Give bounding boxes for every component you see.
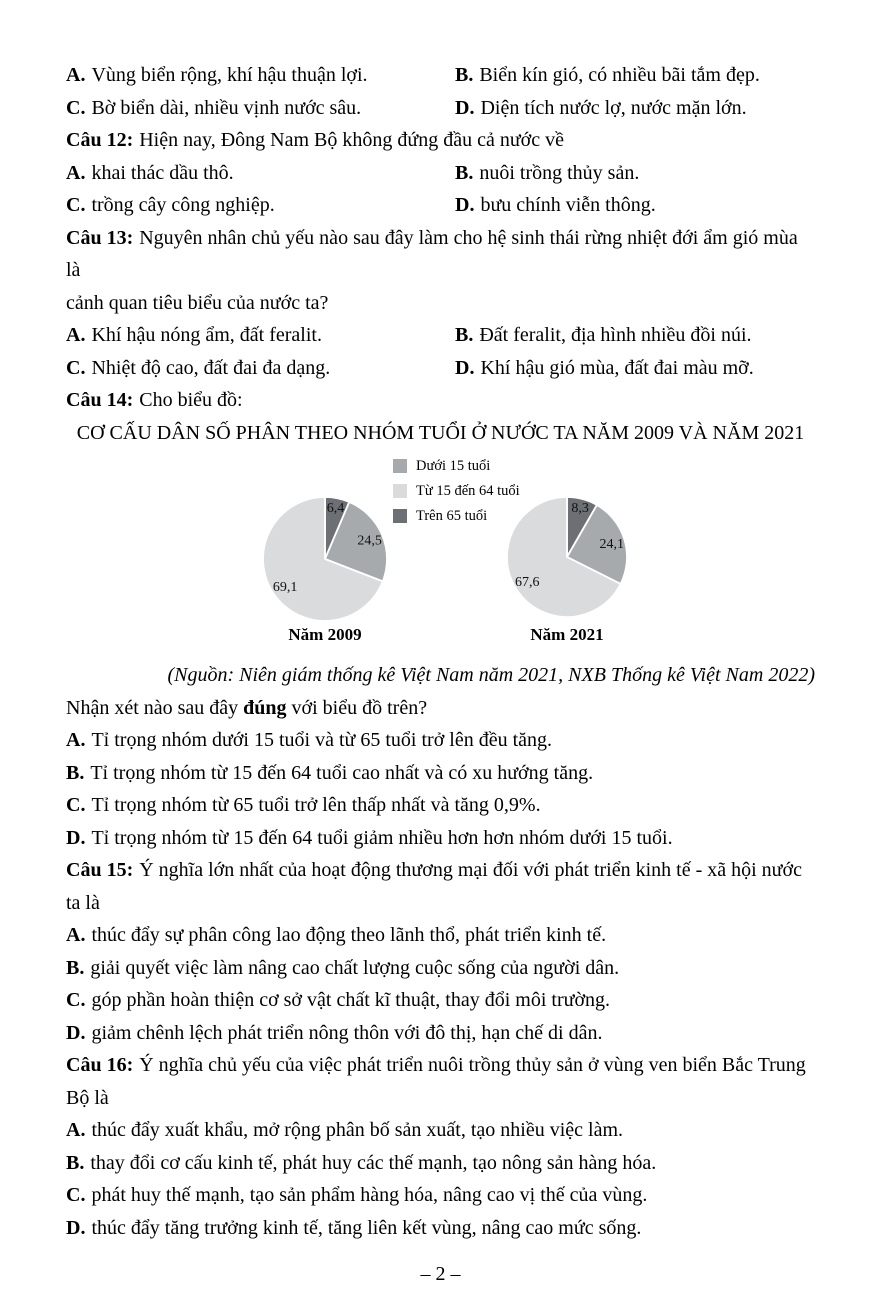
- q11-options-row-1: [66, 59, 815, 92]
- option-text: Tỉ trọng nhóm từ 15 đến 64 tuổi cao nhất và có xu hướng tăng.: [90, 761, 594, 784]
- option-label: D.: [66, 826, 86, 849]
- q16-option-a: [66, 1114, 815, 1147]
- option-text: Tỉ trọng nhóm dưới 15 tuổi và từ 65 tuổi trở lên đều tăng.: [91, 729, 553, 751]
- option-label: A.: [66, 161, 86, 184]
- q15-option-c: [66, 984, 815, 1017]
- q14-option-b: [66, 757, 815, 790]
- pie-caption-2021: Năm 2021: [530, 625, 604, 644]
- option-label: B.: [455, 324, 474, 346]
- option-text: Bờ biển dài, nhiều vịnh nước sâu.: [91, 96, 362, 119]
- q14-option-a: [66, 724, 815, 757]
- option-label: D.: [455, 194, 475, 216]
- question-number: Câu 14:: [66, 389, 134, 411]
- option-text: thay đổi cơ cấu kinh tế, phát huy các thế mạnh, tạo nông sản hàng hóa.: [90, 1151, 657, 1174]
- option-c: [66, 352, 455, 385]
- q12-options-row-1: [66, 157, 815, 190]
- option-text: Tỉ trọng nhóm từ 15 đến 64 tuổi giảm nhiều hơn hơn nhóm dưới 15 tuổi.: [91, 826, 673, 849]
- option-text: bưu chính viễn thông.: [480, 194, 656, 216]
- pie-chart-2021: [497, 487, 637, 627]
- q14-option-d: [66, 822, 815, 855]
- pie-slice-value: 69,1: [272, 579, 298, 595]
- question-text: Ý nghĩa chủ yếu của việc phát triển nuôi trồng thủy sản ở vùng ven biển Bắc Trung Bộ là: [66, 1054, 806, 1109]
- option-label: C.: [66, 356, 86, 379]
- option-label: B.: [66, 761, 85, 784]
- question-text-pre: Nhận xét nào sau đây: [66, 696, 244, 719]
- option-text: thúc đẩy xuất khẩu, mở rộng phân bố sản xuất, tạo nhiều việc làm.: [91, 1119, 624, 1141]
- q16-option-b: [66, 1147, 815, 1180]
- option-a: [66, 59, 455, 92]
- question-text-post: với biểu đồ trên?: [286, 696, 428, 719]
- legend-swatch-under-15: [393, 459, 407, 473]
- q16-option-d: [66, 1212, 815, 1245]
- option-text: Khí hậu nóng ẩm, đất feralit.: [91, 324, 322, 346]
- option-label: D.: [455, 356, 475, 379]
- question-text: Cho biểu đồ:: [139, 389, 243, 411]
- page-content: [66, 59, 815, 1291]
- q15-option-d: [66, 1017, 815, 1050]
- legend-label: Dưới 15 tuổi: [416, 458, 491, 474]
- option-text: trồng cây công nghiệp.: [91, 194, 275, 216]
- question-16: [66, 1049, 815, 1114]
- option-b: [455, 59, 815, 92]
- q13-options-row-1: [66, 319, 815, 352]
- question-number: Câu 16:: [66, 1054, 134, 1076]
- option-label: A.: [66, 729, 86, 751]
- option-label: D.: [66, 1021, 86, 1044]
- option-text: giảm chênh lệch phát triển nông thôn với đô thị, hạn chế di dân.: [91, 1021, 603, 1044]
- population-structure-chart: [66, 449, 815, 659]
- option-text: Diện tích nước lợ, nước mặn lớn.: [480, 96, 747, 119]
- option-text: góp phần hoàn thiện cơ sở vật chất kĩ thuật, thay đổi môi trường.: [91, 989, 611, 1011]
- question-number: Câu 15:: [66, 859, 134, 881]
- option-label: C.: [66, 794, 86, 816]
- option-b: [455, 157, 815, 190]
- option-a: [66, 319, 455, 352]
- option-label: A.: [66, 324, 86, 346]
- option-label: A.: [66, 1119, 86, 1141]
- pie-caption-2009: Năm 2009: [288, 625, 362, 644]
- q16-option-c: [66, 1179, 815, 1212]
- q14-question-line: [66, 692, 815, 725]
- option-c: [66, 92, 455, 125]
- option-text: Khí hậu gió mùa, đất đai màu mỡ.: [480, 356, 754, 379]
- option-text: phát huy thế mạnh, tạo sản phẩm hàng hóa, nâng cao vị thế của vùng.: [91, 1184, 648, 1206]
- option-d: [455, 92, 815, 125]
- q15-option-a: [66, 919, 815, 952]
- q15-option-b: [66, 952, 815, 985]
- option-text: Nhiệt độ cao, đất đai đa dạng.: [91, 356, 331, 379]
- chart-title: CƠ CẤU DÂN SỐ PHÂN THEO NHÓM TUỔI Ở NƯỚC TA NĂM 2009 VÀ NĂM 2021: [76, 421, 805, 444]
- option-d: [455, 189, 815, 222]
- option-label: B.: [455, 64, 474, 86]
- q12-options-row-2: [66, 189, 815, 222]
- question-text: Ý nghĩa lớn nhất của hoạt động thương mại đối với phát triển kinh tế - xã hội nước ta là: [66, 859, 802, 914]
- legend-label: Trên 65 tuổi: [416, 508, 488, 524]
- question-number: Câu 12:: [66, 129, 134, 151]
- option-label: C.: [66, 96, 86, 119]
- option-label: A.: [66, 924, 86, 946]
- pie-slice-value: 24,1: [599, 537, 625, 552]
- question-12: [66, 124, 815, 157]
- option-text: Biển kín gió, có nhiều bãi tắm đẹp.: [479, 64, 760, 86]
- option-label: B.: [66, 956, 85, 979]
- q14-option-c: [66, 789, 815, 822]
- question-number: Câu 13:: [66, 226, 134, 249]
- page-number: – 2 –: [420, 1263, 461, 1285]
- option-text: nuôi trồng thủy sản.: [479, 161, 640, 184]
- legend-item: [393, 459, 520, 473]
- chart-source: (Nguồn: Niên giám thống kê Việt Nam năm 2021, NXB Thống kê Việt Nam 2022): [167, 664, 815, 686]
- option-c: [66, 189, 455, 222]
- q13-options-row-2: [66, 352, 815, 385]
- q11-options-row-2: [66, 92, 815, 125]
- question-13-line2: cảnh quan tiêu biểu của nước ta?: [66, 291, 329, 314]
- option-text: Đất feralit, địa hình nhiều đồi núi.: [479, 324, 752, 346]
- question-text: Hiện nay, Đông Nam Bộ không đứng đầu cả nước về: [139, 129, 564, 151]
- option-text: thúc đẩy tăng trưởng kinh tế, tăng liên kết vùng, nâng cao mức sống.: [91, 1216, 642, 1239]
- pie-slice-value: 67,6: [514, 575, 540, 591]
- option-text: giải quyết việc làm nâng cao chất lượng cuộc sống của người dân.: [90, 956, 620, 979]
- question-13: [66, 222, 815, 287]
- legend-swatch-over-65: [393, 509, 407, 523]
- question-14: [66, 384, 815, 417]
- option-text: Tỉ trọng nhóm từ 65 tuổi trở lên thấp nhất và tăng 0,9%.: [91, 794, 541, 816]
- option-label: D.: [66, 1216, 86, 1239]
- option-b: [455, 319, 815, 352]
- pie-slice-value: 8,3: [571, 501, 589, 517]
- option-text: khai thác dầu thô.: [91, 161, 234, 184]
- pie-chart-2009: [255, 489, 395, 629]
- question-text-emphasis: đúng: [243, 696, 287, 719]
- option-text: Vùng biển rộng, khí hậu thuận lợi.: [91, 64, 368, 86]
- option-label: C.: [66, 194, 86, 216]
- question-text: Nguyên nhân chủ yếu nào sau đây làm cho hệ sinh thái rừng nhiệt đới ẩm gió mùa là: [66, 226, 798, 281]
- option-label: C.: [66, 989, 86, 1011]
- option-label: B.: [66, 1151, 85, 1174]
- pie-slice-value: 24,5: [357, 533, 382, 549]
- option-label: A.: [66, 64, 86, 86]
- option-d: [455, 352, 815, 385]
- option-label: C.: [66, 1184, 86, 1206]
- question-15: [66, 854, 815, 919]
- pie-slice-value: 6,4: [326, 500, 345, 516]
- legend-swatch-15-to-64: [393, 484, 407, 498]
- option-label: D.: [455, 96, 475, 119]
- option-label: B.: [455, 161, 474, 184]
- legend-label: Từ 15 đến 64 tuổi: [416, 483, 520, 499]
- option-text: thúc đẩy sự phân công lao động theo lãnh thổ, phát triển kinh tế.: [91, 924, 607, 946]
- option-a: [66, 157, 455, 190]
